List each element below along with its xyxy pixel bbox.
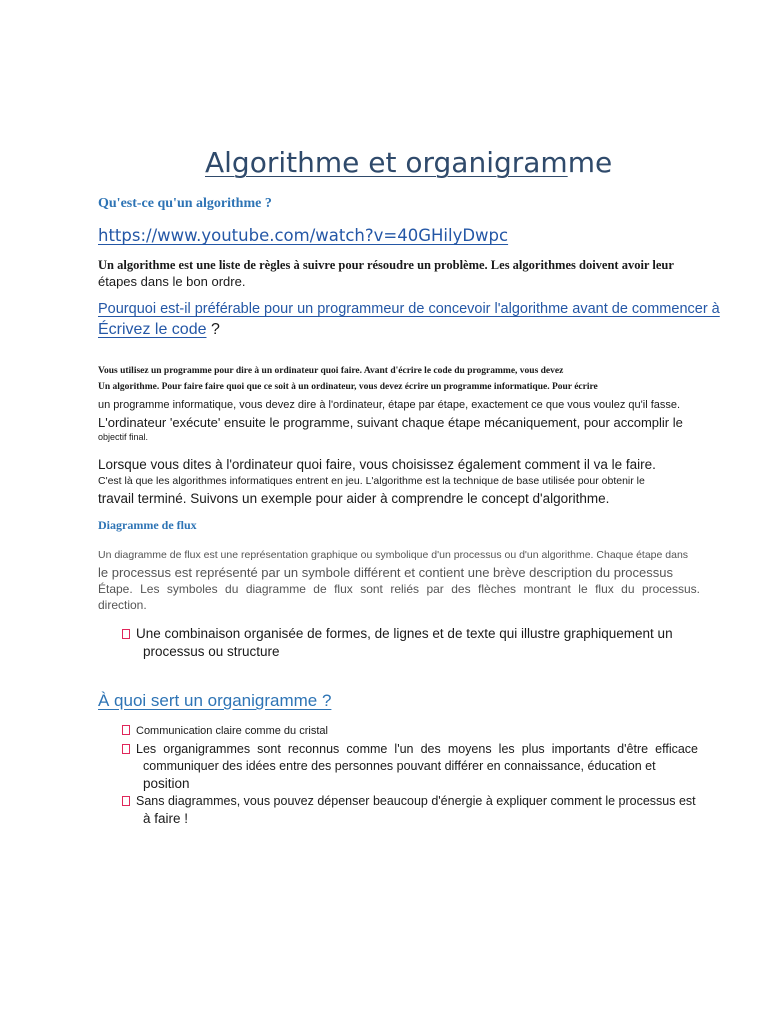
why-question-line-2 [98,321,220,339]
heading-flow-diagram: Diagramme de flux [98,518,197,532]
bullet-a-line-1: Une combinaison organisée de formes, de lignes et de texte qui illustre graphiquement un [136,626,673,641]
paragraph-1-line-1: Vous utilisez un programme pour dire à un ordinateur quoi faire. Avant d'écrire le code du programme, vous devez [98,366,564,376]
heading-what-is-algorithm: Qu'est-ce qu'un algorithme ? [98,196,272,211]
paragraph-3-line-3: Étape. Les symboles du diagramme de flux sont reliés par des flèches montrant le flux du processus. [98,582,700,596]
page-title-rest: me [567,146,613,179]
heading-what-is-flowchart-for[interactable]: À quoi sert un organigramme ? [98,691,332,710]
paragraph-1-line-5: objectif final. [98,432,149,442]
boxed-bullet-icon [122,744,130,754]
page-title-underlined: Algorithme et organigram [205,146,568,179]
paragraph-1-line-2: Un algorithme. Pour faire faire quoi que ce soit à un ordinateur, vous devez écrire un programme informatique. Pour écrire [98,382,598,392]
boxed-bullet-icon [122,725,130,735]
bullet-b1: Communication claire comme du cristal [136,725,328,737]
youtube-link[interactable]: https://www.youtube.com/watch?v=40GHilyDwpc [98,226,509,245]
paragraph-2-line-2: C'est là que les algorithmes informatiques entrent en jeu. L'algorithme est la technique de base utilisée pour obtenir le [98,475,645,487]
bullet-b3-line-2: à faire ! [143,811,189,826]
paragraph-1-line-3: un programme informatique, vous devez dire à l'ordinateur, étape par étape, exactement ce que vous voulez qu'il fasse. [98,399,681,411]
paragraph-1-line-4: L'ordinateur 'exécute' ensuite le programme, suivant chaque étape mécaniquement, pour accomplir le [98,415,683,430]
boxed-bullet-icon [122,629,130,639]
write-code-link[interactable]: Écrivez le code [98,321,207,338]
bullet-b3-line-1: Sans diagrammes, vous pouvez dépenser beaucoup d'énergie à expliquer comment le processus est [136,794,696,808]
page-title [205,146,612,179]
paragraph-3-line-1: Un diagramme de flux est une représentation graphique ou symbolique d'un processus ou d'un algorithme. Chaque étape dans [98,549,689,561]
bullet-b2-line-1: Les organigrammes sont reconnus comme l'un des moyens les plus importants d'être efficace [136,742,698,756]
paragraph-3-line-4: direction. [98,598,147,612]
why-question-line-1[interactable]: Pourquoi est-il préférable pour un programmeur de concevoir l'algorithme avant de commencer à [98,301,720,317]
bullet-b2-line-2: communiquer des idées entre des personnes pouvant différer en connaissance, éducation et [143,759,656,773]
definition-line-2: étapes dans le bon ordre. [98,274,246,289]
paragraph-2-line-1: Lorsque vous dites à l'ordinateur quoi faire, vous choisissez également comment il va le faire. [98,457,656,472]
why-question-mark: ? [206,321,220,338]
paragraph-3-line-2: le processus est représenté par un symbole différent et contient une brève description du processus [98,565,673,580]
boxed-bullet-icon [122,796,130,806]
definition-line-1: Un algorithme est une liste de règles à suivre pour résoudre un problème. Les algorithmes doivent avoir leur [98,258,674,272]
paragraph-2-line-3: travail terminé. Suivons un exemple pour aider à comprendre le concept d'algorithme. [98,491,610,506]
list-item [122,742,698,756]
bullet-b2-line-3: position [143,776,190,791]
list-item [122,794,696,808]
list-item [122,626,673,641]
list-item [122,725,328,737]
bullet-a-line-2: processus ou structure [143,644,280,659]
